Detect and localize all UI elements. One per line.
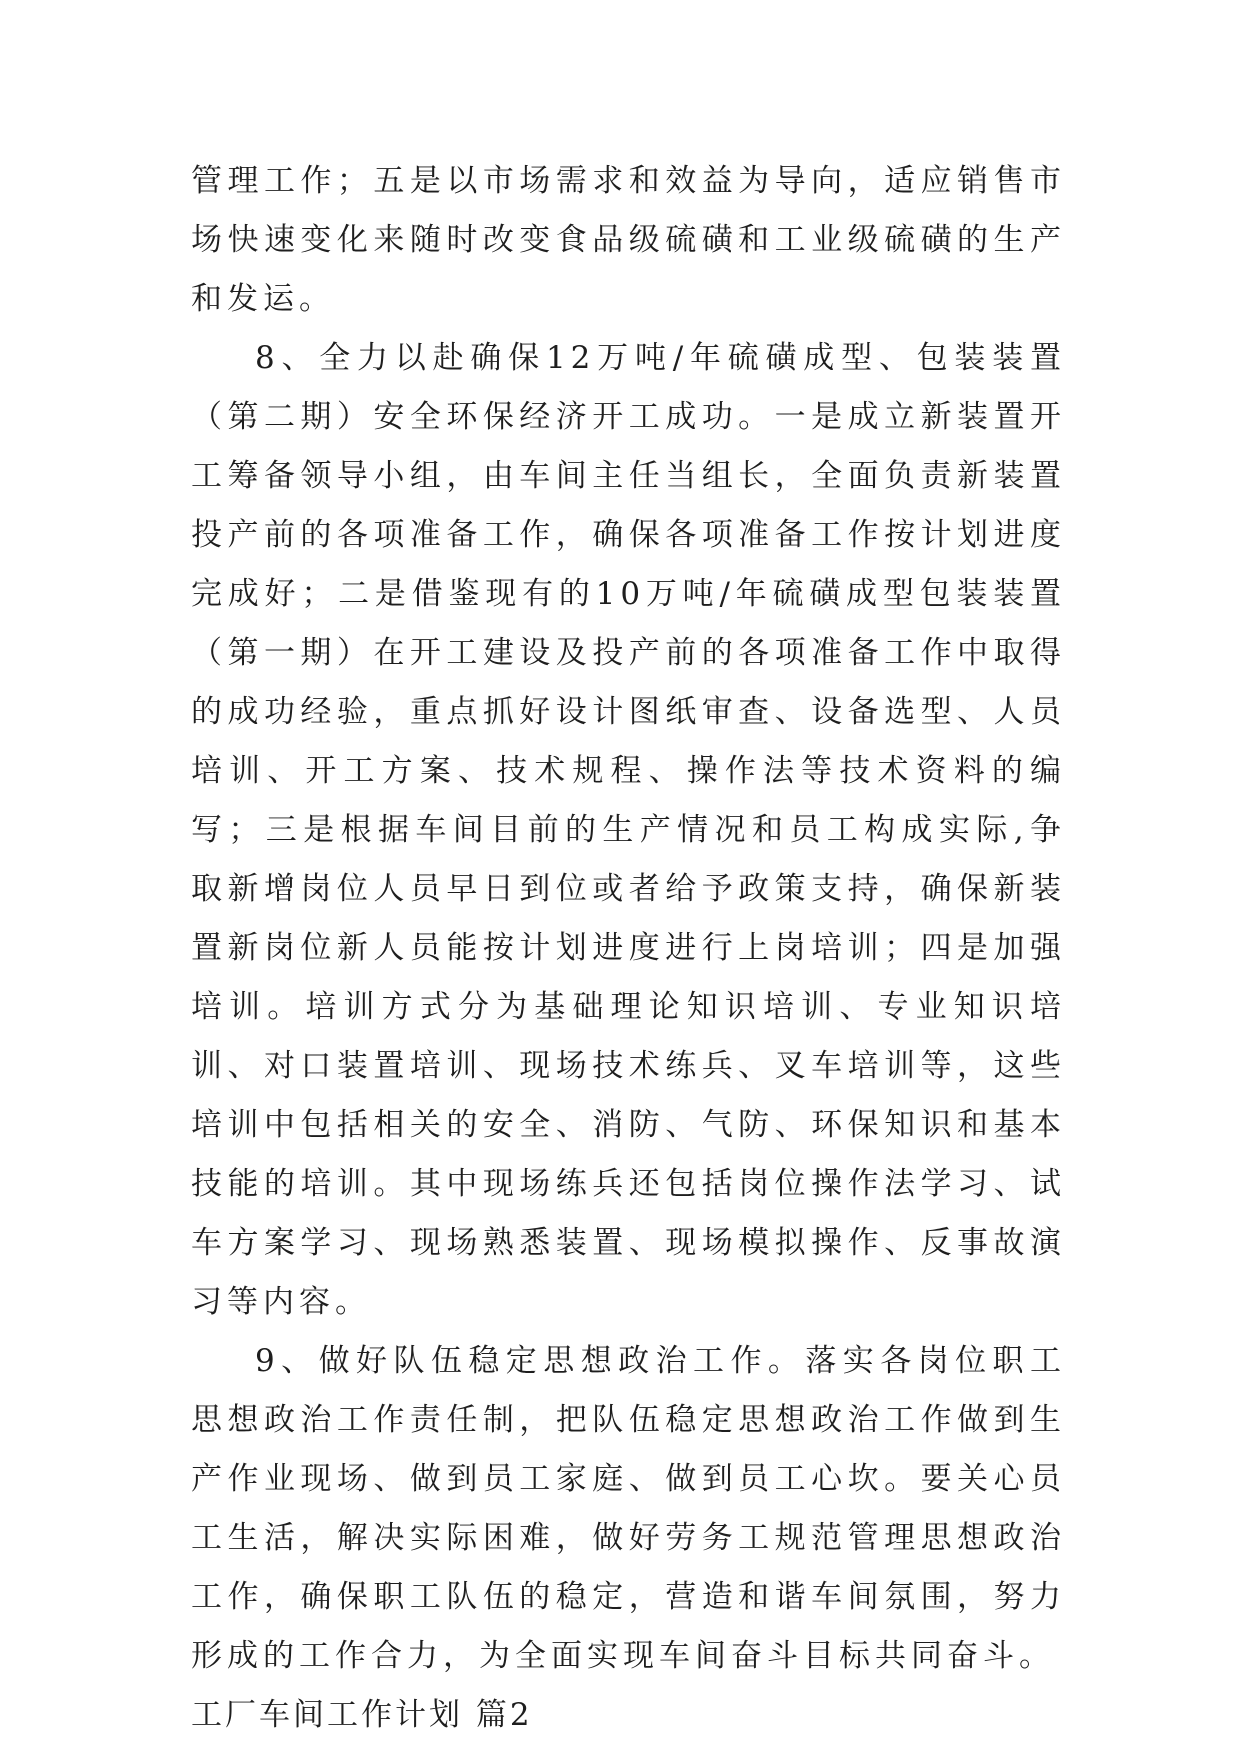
paragraph-continuation: 管理工作；五是以市场需求和效益为导向，适应销售市场快速变化来随时改变食品级硫磺和工业级硫磺的生产和发运。 — [191, 163, 1066, 317]
section-title: 工厂车间工作计划 篇2 — [191, 1697, 533, 1733]
paragraph-item-8: 8、全力以赴确保12万吨/年硫磺成型、包装装置（第二期）安全环保经济开工成功。一是成立新装置开工筹备领导小组，由车间主任当组长，全面负责新装置投产前的各项准备工作，确保各项准备工作按计划进度完成好；二是借鉴现有的10万吨/年硫磺成型包装装置（第一期）在开工建设及投产前的各项准备工作中取得的成功经验，重点抓好设计图纸审查、设备选型、人员培训、开工方案、技术规程、操作法等技术资料的编写；三是根据车间目前的生产情况和员工构成实际,争取新增岗位人员早日到位或者给予政策支持，确保新装置新岗位新人员能按计划进度进行上岗培训；四是加强培训。培训方式分为基础理论知识培训、专业知识培训、对口装置培训、现场技术练兵、叉车培训等，这些培训中包括相关的安全、消防、气防、环保知识和基本技能的培训。其中现场练兵还包括岗位操作法学习、试车方案学习、现场熟悉装置、现场模拟操作、反事故演习等内容。 — [191, 340, 1066, 1320]
paragraph-item-9: 9、做好队伍稳定思想政治工作。落实各岗位职工思想政治工作责任制，把队伍稳定思想政治工作做到生产作业现场、做到员工家庭、做到员工心坎。要关心员工生活，解决实际困难，做好劳务工规范管理思想政治工作，确保职工队伍的稳定，营造和谐车间氛围，努力形成的工作合力，为全面实现车间奋斗目标共同奋斗。 — [191, 1343, 1066, 1674]
document-body — [191, 152, 1066, 1745]
